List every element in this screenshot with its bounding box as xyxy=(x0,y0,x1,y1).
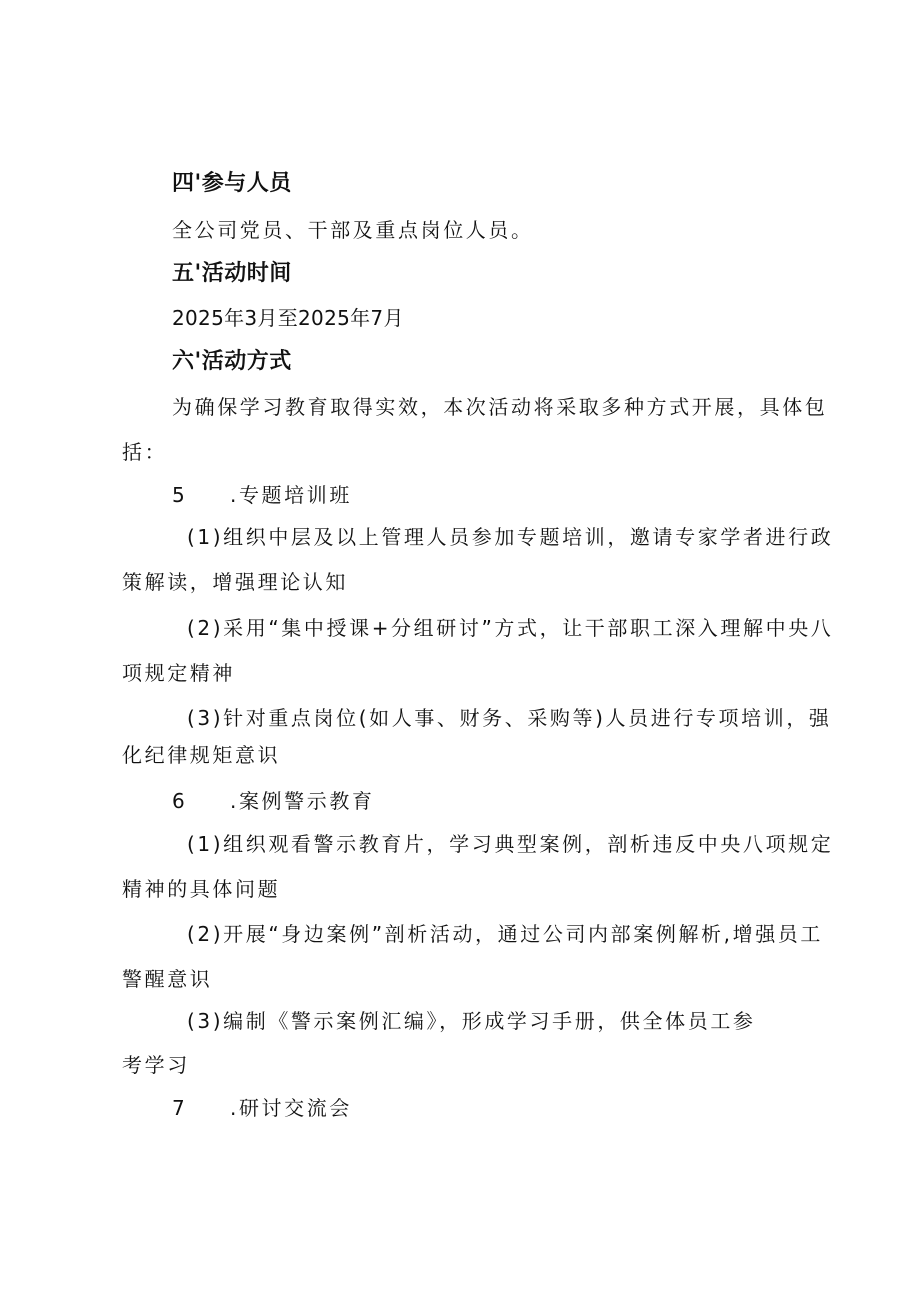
section-heading-time: 五'活动时间 xyxy=(172,261,292,286)
section-heading-methods: 六'活动方式 xyxy=(172,349,292,374)
sub-item-line: 考学习 xyxy=(122,1053,190,1077)
item-number: 7 xyxy=(172,1096,185,1120)
sub-item-line: (3)针对重点岗位(如人事、财务、采购等)人员进行专项培训，强 xyxy=(187,706,832,730)
sub-item-line: 警醒意识 xyxy=(122,967,213,991)
sub-item-line: (2)采用“集中授课+分组研讨”方式，让干部职工深入理解中央八 xyxy=(187,616,834,640)
sub-item-line: 策解读，增强理论认知 xyxy=(122,570,348,594)
sub-item-line: (3)编制《警示案例汇编》，形成学习手册，供全体员工参 xyxy=(187,1009,756,1033)
sub-item-line: (1)组织中层及以上管理人员参加专题培训，邀请专家学者进行政 xyxy=(187,525,834,549)
sub-item-line: (2)开展“身边案例”剖析活动，通过公司内部案例解析,增强员工 xyxy=(187,922,824,946)
item-title: .研讨交流会 xyxy=(230,1096,352,1120)
item-title: .案例警示教育 xyxy=(230,789,375,813)
sub-item-line: 精神的具体问题 xyxy=(122,877,281,901)
methods-intro-line2: 括： xyxy=(122,440,168,464)
methods-intro-line1: 为确保学习教育取得实效，本次活动将采取多种方式开展，具体包 xyxy=(172,395,828,419)
participants-text: 全公司党员、干部及重点岗位人员。 xyxy=(172,218,534,242)
item-number: 5 xyxy=(172,483,185,507)
list-item-heading xyxy=(172,483,352,507)
time-text: 2025年3月至2025年7月 xyxy=(172,306,404,330)
list-item-heading xyxy=(172,789,375,813)
item-number: 6 xyxy=(172,789,185,813)
sub-item-line: (1)组织观看警示教育片，学习典型案例，剖析违反中央八项规定 xyxy=(187,832,834,856)
item-title: .专题培训班 xyxy=(230,483,352,507)
sub-item-line: 项规定精神 xyxy=(122,661,235,685)
list-item-heading xyxy=(172,1096,352,1120)
section-heading-participants: 四'参与人员 xyxy=(172,171,292,196)
sub-item-line: 化纪律规矩意识 xyxy=(122,743,281,767)
